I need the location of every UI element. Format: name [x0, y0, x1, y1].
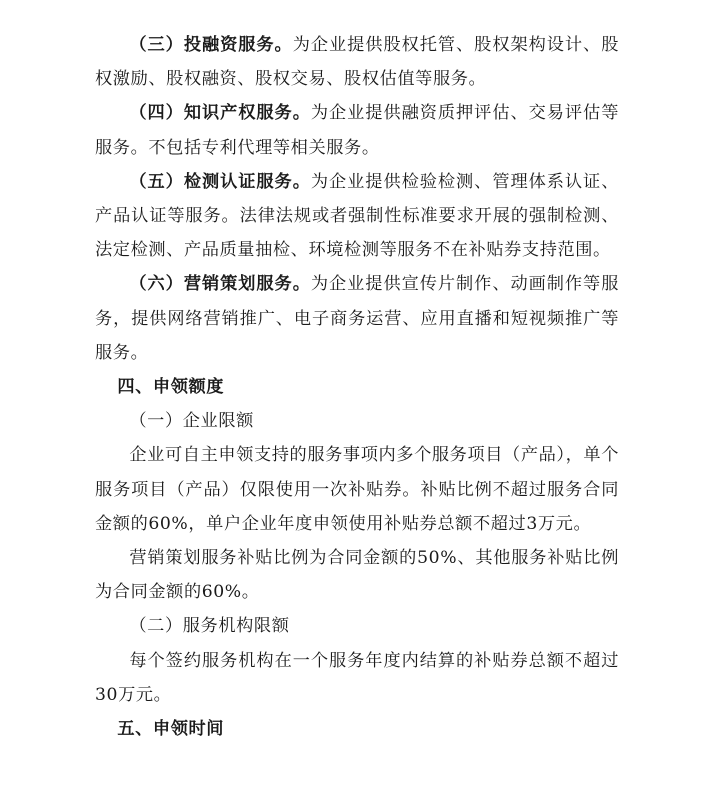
item-lead-ip: （四）知识产权服务。: [129, 103, 311, 124]
item-text-investment: 为企业提供股权托管、股权架构设计、股权激励、股权融资、股权交易、股权估值等服务。: [95, 35, 619, 90]
item-text-ip: 为企业提供融资质押评估、交易评估等服务。不包括专利代理等相关服务。: [95, 103, 619, 158]
section-heading-application-time: 五、申领时间: [117, 719, 225, 740]
paragraph-enterprise-limit-2: 营销策划服务补贴比例为合同金额的50%、其他服务补贴比例为合同金额的60%。: [95, 548, 619, 603]
item-text-marketing: 为企业提供宣传片制作、动画制作等服务，提供网络营销推广、电子商务运营、应用直播和短视频推广等服务。: [95, 274, 619, 363]
paragraph-provider-limit: 每个签约服务机构在一个服务年度内结算的补贴券总额不超过30万元。: [95, 650, 619, 705]
paragraph-intellectual-property: [95, 96, 619, 164]
paragraph-testing-certification: [95, 165, 619, 268]
subheading-provider-limit: （二）服务机构限额: [129, 616, 290, 637]
item-lead-testing: （五）检测认证服务。: [129, 171, 311, 192]
item-lead-marketing: （六）营销策划服务。: [129, 274, 311, 295]
item-text-testing: 为企业提供检验检测、管理体系认证、产品认证等服务。法律法规或者强制性标准要求开展的强制检测、法定检测、产品质量抽检、环境检测等服务不在补贴券支持范围。: [95, 171, 619, 261]
paragraph-enterprise-limit-1: 企业可自主申领支持的服务事项内多个服务项目（产品），单个服务项目（产品）仅限使用一次补贴券。补贴比例不超过服务合同金额的60%，单户企业年度申领使用补贴券总额不超过3万元。: [95, 445, 619, 534]
subheading-enterprise-limit: （一）企业限额: [129, 411, 254, 432]
section-heading-quota: 四、申领额度: [117, 377, 225, 398]
paragraph-marketing: [95, 267, 619, 370]
item-lead-investment: （三）投融资服务。: [129, 35, 293, 55]
paragraph-investment-financing: [95, 28, 619, 96]
